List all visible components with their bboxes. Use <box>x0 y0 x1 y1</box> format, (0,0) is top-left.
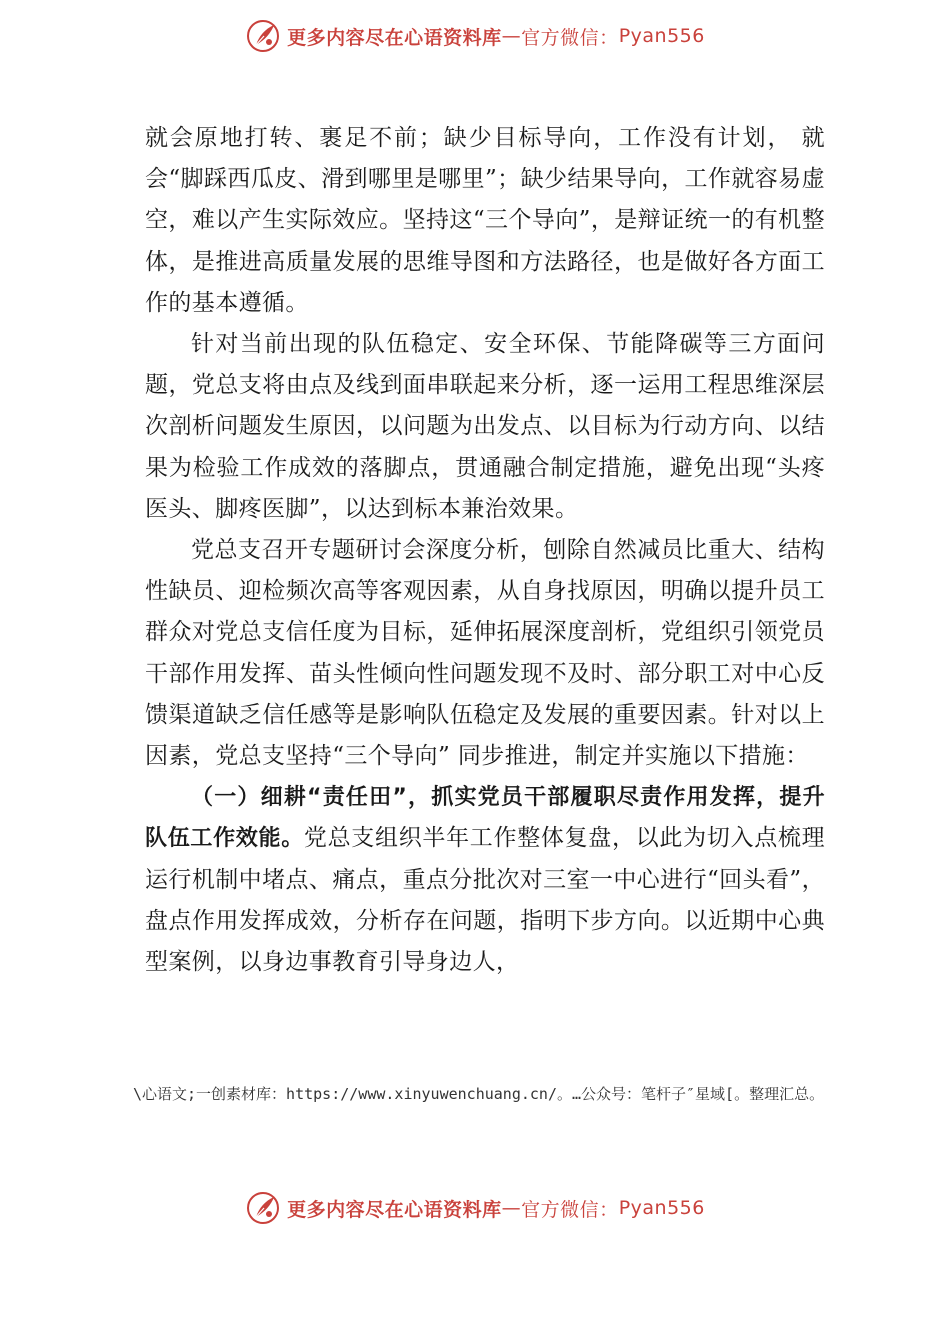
quill-logo-icon <box>245 1190 281 1226</box>
banner-wechat-label: 官方微信： <box>521 26 619 49</box>
paragraph-1: 就会原地打转、裹足不前；缺少目标导向，工作没有计划， 就会“脚踩西瓜皮、滑到哪里是哪里”；缺少结果导向，工作就容易虚空，难以产生实际效应。坚持这“三个导向”，是辩证统一的有机整体，是推进高质量发展的思维导图和方法路径，也是做好各方面工作的基本遵循。 <box>145 125 825 316</box>
document-body <box>145 118 825 983</box>
section-heading: （一）细耕“责任田”，抓实党员干部履职尽责作用发挥，提升队伍工作效能。 <box>145 785 825 852</box>
paragraph-3: 党总支召开专题研讨会深度分析，刨除自然减员比重大、结构性缺员、迎检频次高等客观因素，从自身找原因，明确以提升员工群众对党总支信任度为目标，延伸拓展深度剖析，党组织引领党员干部作用发挥、苗头性倾向性问题发现不及时、部分职工对中心反馈渠道缺乏信任感等是影响队伍稳定及发展的重要因素。针对以上因素，党总支坚持“三个导向” 同步推进，制定并实施以下措施： <box>145 537 825 770</box>
paragraph-4 <box>145 777 825 983</box>
paragraph-4-body: 党总支组织半年工作整体复盘，以此为切入点梳理运行机制中堵点、痛点，重点分批次对三室一中心进行“回头看”，盘点作用发挥成效，分析存在问题，指明下步方向。以近期中心典型案例，以身边事教育引导身边人， <box>145 825 825 976</box>
banner-title: 更多内容尽在心语资料库 <box>287 26 502 49</box>
banner-dash: — <box>501 25 522 47</box>
source-footnote: \心语文;一创素材库：https://www.xinyuwenchuang.cn/。…公众号：笔杆子″星域[。整理汇总。 <box>133 1085 825 1103</box>
quill-logo-icon <box>245 18 281 54</box>
banner-title: 更多内容尽在心语资料库 <box>287 1198 502 1221</box>
paragraph-2: 针对当前出现的队伍稳定、安全环保、节能降碳等三方面问题，党总支将由点及线到面串联起来分析，逐一运用工程思维深层次剖析问题发生原因，以问题为出发点、以目标为行动方向、以结果为检验工作成效的落脚点，贯通融合制定措施，避免出现“头疼医头、脚疼医脚”，以达到标本兼治效果。 <box>145 331 825 522</box>
banner-dash: — <box>501 1197 522 1219</box>
banner-wechat-label: 官方微信： <box>521 1198 619 1221</box>
banner-wechat-id: Pyan556 <box>618 1197 705 1219</box>
footer-banner <box>0 1186 950 1230</box>
banner-wechat-id: Pyan556 <box>618 25 705 47</box>
header-banner <box>0 14 950 58</box>
